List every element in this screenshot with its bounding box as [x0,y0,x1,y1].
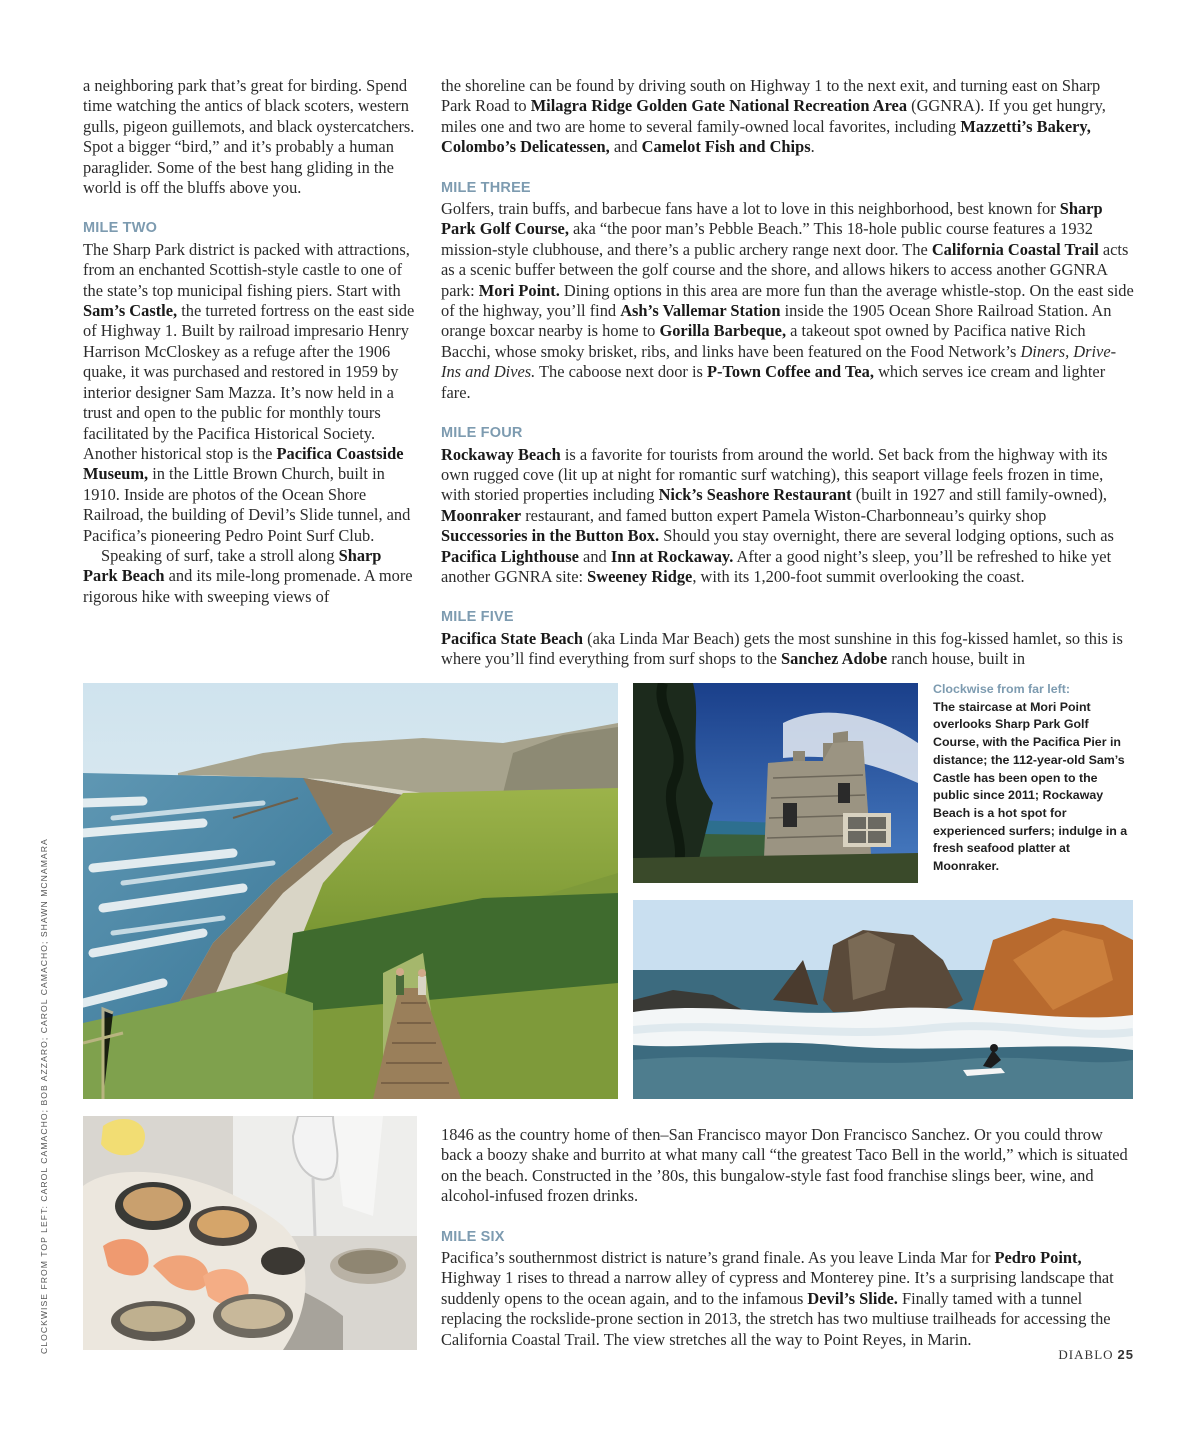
mile-two-paragraph: The Sharp Park district is packed with attractions, from an enchanted Scottish-style castle to one of the state’s top municipal fishing piers. Start with Sam’s Castle, the turreted fortress on the east side of Highway 1. Built by railroad impresario Henry Harrison McCloskey as a refuge after the 1906 quake, it was purchased and restored in 1959 by interior designer Sam Mazza. It’s now held in a trust and open to the public for monthly tours facilitated by the Pacifica Historical Society. Another historical stop is the Pacifica Coastside Museum, in the Little Brown Church, built in 1910. Inside are photos of the Ocean Shore Railroad, the building of Devil’s Slide tunnel, and Pacifica’s pioneering Pedro Point Surf Club. [83,239,415,545]
seafood-platter-photo [83,1116,417,1350]
continued-paragraph: the shoreline can be found by driving south on Highway 1 to the next exit, and turning east on Sharp Park Road to Milagra Ridge Golden Gate National Recreation Area (GGNRA). If you get hungry, miles one and two are home to several family-owned local favorites, including Mazzetti’s Bakery, Colombo’s Delicatessen, and Camelot Fish and Chips. [441,76,1106,157]
caption-heading: Clockwise from far left: [933,682,1071,696]
surfer-rocks-photo [633,900,1133,1099]
heading-mile-three: MILE THREE [441,179,531,196]
heading-mile-five: MILE FIVE [441,609,514,626]
mile-two-paragraph-2: Speaking of surf, take a stroll along Sharp Park Beach and its mile-long promenade. A more rigorous hike with sweeping views of [83,545,413,606]
right-column-top [441,76,1134,670]
mile-six-paragraph: Pacifica’s southernmost district is nature’s grand finale. As you leave Linda Mar for Pedro Point, Highway 1 rises to thread a narrow alley of cypress and Monterey pine. It’s a surprising landscape that suddenly opens to the ocean again, and to the infamous Devil’s Slide. Finally tamed with a tunnel replacing the rockslide-prone section in 2013, the stretch has two multiuse trailheads for accessing the California Coastal Trail. The view stretches all the way to Point Reyes, in Marin. [441,1248,1114,1349]
castle-photo [633,683,918,883]
mile-three-paragraph: Golfers, train buffs, and barbecue fans have a lot to love in this neighborhood, best known for Sharp Park Golf Course, aka “the poor man’s Pebble Beach.” This 18-hole public course features a 1932 mission-style clubhouse, and there’s a public archery range next door. The California Coastal Trail acts as a scenic buffer between the golf course and the shore, and allows hikers to access another GGNRA park: Mori Point. Dining options in this area are more fun than the average whistle-stop. On the east side of the highway, you’ll find Ash’s Vallemar Station inside the 1905 Ocean Shore Railroad Station. An orange boxcar nearby is home to Gorilla Barbeque, a takeout spot owned by Pacifica native Rich Bacchi, whose smoky brisket, ribs, and links have been featured on the Food Network’s Diners, Drive-Ins and Dives. The caboose next door is P-Town Coffee and Tea, which serves ice cream and lighter fare. [441,199,1134,402]
heading-mile-six: MILE SIX [441,1228,505,1245]
intro-paragraph: a neighboring park that’s great for birding. Spend time watching the antics of black scoters, western gulls, pigeon guillemots, and black oystercatchers. Spot a bigger “bird,” and it’s probably a human paraglider. Some of the best hang gliding in the world is off the bluffs above you. [83,76,415,198]
right-column-bottom [441,1125,1134,1350]
staircase-coast-photo [83,683,618,1099]
caption-text: The staircase at Mori Point overlooks Sharp Park Golf Course, with the Pacifica Pier in distance; the 112-year-old Sam’s Castle has been open to the public since 2011; Rockaway Beach is a hot spot for experienced surfers; indulge in a fresh seafood platter at Moonraker. [933,699,1128,874]
left-column [83,76,419,607]
page-number: 25 [1117,1347,1134,1362]
heading-mile-four: MILE FOUR [441,425,523,442]
mile-four-paragraph: Rockaway Beach is a favorite for tourists from around the world. Set back from the highway with its own rugged cove (lit up at night for romantic surf watching), this seaport village feels frozen in time, with storied properties including Nick’s Seashore Restaurant (built in 1927 and still family-owned), Moonraker restaurant, and famed button expert Pamela Wiston-Charbonneau’s quirky shop Successories in the Button Box. Should you stay overnight, there are several lodging options, such as Pacifica Lighthouse and Inn at Rockaway. After a good night’s sleep, you’ll be refreshed to hike yet another GGNRA site: Sweeney Ridge, with its 1,200-foot summit overlooking the coast. [441,444,1114,586]
page-folio [1058,1347,1134,1363]
magazine-name: DIABLO [1058,1347,1114,1362]
photo-credit: CLOCKWISE FROM TOP LEFT: CAROL CAMACHO; BOB AZZARO; CAROL CAMACHO; SHAWN MCNAMARA [39,838,49,1354]
photo-caption [933,681,1133,876]
mile-five-paragraph: Pacifica State Beach (aka Linda Mar Beach) gets the most sunshine in this fog-kissed hamlet, so this is where you’ll find everything from surf shops to the Sanchez Adobe ranch house, built in [441,628,1123,669]
heading-mile-two: MILE TWO [83,220,158,237]
continued-paragraph-bottom: 1846 as the country home of then–San Francisco mayor Don Francisco Sanchez. Or you could throw back a boozy shake and burrito at what many call “the greatest Taco Bell in the world,” which is situated on the beach. Constructed in the ’80s, this bungalow-style fast food franchise slings beer, wine, and alcohol-infused frozen drinks. [441,1125,1128,1206]
